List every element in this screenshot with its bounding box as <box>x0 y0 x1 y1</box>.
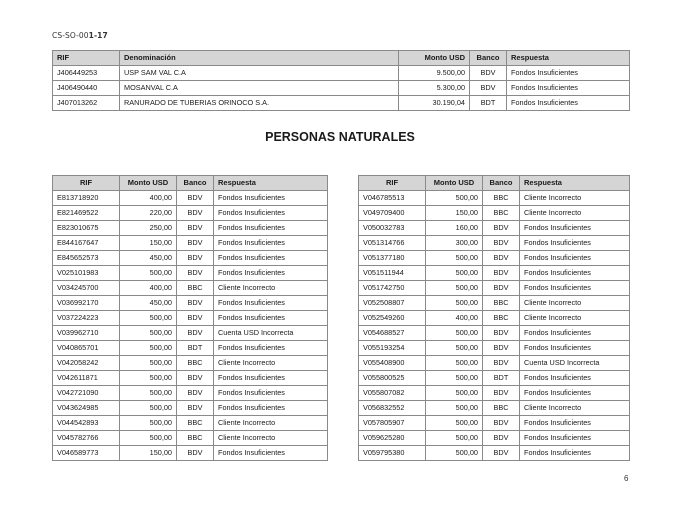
cell-banco: BBC <box>177 416 214 431</box>
cell-monto: 400,00 <box>426 311 483 326</box>
cell-respuesta: Fondos Insuficientes <box>520 251 630 266</box>
cell-monto: 150,00 <box>426 206 483 221</box>
table-row <box>53 371 328 386</box>
cell-banco: BBC <box>177 431 214 446</box>
cell-monto: 500,00 <box>426 281 483 296</box>
table-row <box>359 266 630 281</box>
cell-rif: V051511944 <box>359 266 426 281</box>
table-row <box>53 416 328 431</box>
column-header-banco: Banco <box>470 51 507 66</box>
cell-rif: V046589773 <box>53 446 120 461</box>
table-row <box>53 266 328 281</box>
cell-respuesta: Fondos Insuficientes <box>520 446 630 461</box>
cell-monto: 500,00 <box>426 266 483 281</box>
cell-rif: V034245700 <box>53 281 120 296</box>
cell-rif: V059795380 <box>359 446 426 461</box>
cell-banco: BDV <box>483 266 520 281</box>
document-code-prefix: CS-SO-00 <box>52 31 89 40</box>
cell-monto: 500,00 <box>120 371 177 386</box>
cell-respuesta: Fondos Insuficientes <box>507 96 630 111</box>
cell-monto: 500,00 <box>426 326 483 341</box>
cell-banco: BDV <box>483 356 520 371</box>
cell-rif: J406449253 <box>53 66 120 81</box>
table-row <box>359 221 630 236</box>
cell-respuesta: Fondos Insuficientes <box>214 371 328 386</box>
cell-respuesta: Cliente Incorrecto <box>214 431 328 446</box>
cell-rif: V044542893 <box>53 416 120 431</box>
cell-monto: 300,00 <box>426 236 483 251</box>
table-row <box>359 206 630 221</box>
column-header-banco: Banco <box>177 176 214 191</box>
cell-respuesta: Fondos Insuficientes <box>214 341 328 356</box>
table-header-row <box>359 176 630 191</box>
cell-monto: 30.190,04 <box>399 96 470 111</box>
cell-respuesta: Cliente Incorrecto <box>520 311 630 326</box>
cell-rif: V036992170 <box>53 296 120 311</box>
cell-respuesta: Fondos Insuficientes <box>214 296 328 311</box>
cell-rif: V055193254 <box>359 341 426 356</box>
cell-respuesta: Cliente Incorrecto <box>214 281 328 296</box>
table-header-row <box>53 51 630 66</box>
cell-monto: 150,00 <box>120 236 177 251</box>
table-row <box>359 386 630 401</box>
cell-banco: BDV <box>177 371 214 386</box>
cell-respuesta: Cuenta USD Incorrecta <box>214 326 328 341</box>
column-header-rif: RIF <box>53 51 120 66</box>
section-title: PERSONAS NATURALES <box>265 130 415 144</box>
cell-monto: 250,00 <box>120 221 177 236</box>
cell-monto: 500,00 <box>120 401 177 416</box>
table-header-row <box>53 176 328 191</box>
cell-monto: 500,00 <box>120 266 177 281</box>
cell-respuesta: Fondos Insuficientes <box>520 281 630 296</box>
cell-banco: BDV <box>483 236 520 251</box>
cell-monto: 450,00 <box>120 251 177 266</box>
cell-monto: 500,00 <box>426 341 483 356</box>
cell-monto: 500,00 <box>120 326 177 341</box>
cell-rif: E823010675 <box>53 221 120 236</box>
cell-monto: 400,00 <box>120 281 177 296</box>
cell-banco: BBC <box>177 281 214 296</box>
document-code <box>52 31 108 40</box>
table-row <box>53 401 328 416</box>
cell-monto: 450,00 <box>120 296 177 311</box>
table-row <box>359 416 630 431</box>
table-row <box>53 326 328 341</box>
table-row <box>359 446 630 461</box>
cell-banco: BDT <box>177 341 214 356</box>
cell-banco: BDV <box>483 281 520 296</box>
cell-respuesta: Fondos Insuficientes <box>214 191 328 206</box>
table-row <box>53 191 328 206</box>
cell-monto: 500,00 <box>426 386 483 401</box>
table-row <box>359 281 630 296</box>
cell-banco: BBC <box>483 311 520 326</box>
cell-respuesta: Fondos Insuficientes <box>507 81 630 96</box>
table-row <box>53 311 328 326</box>
document-code-suffix: 1-17 <box>88 31 108 40</box>
cell-banco: BBC <box>483 401 520 416</box>
cell-monto: 500,00 <box>120 431 177 446</box>
cell-rif: V055807082 <box>359 386 426 401</box>
cell-respuesta: Fondos Insuficientes <box>520 326 630 341</box>
table-row <box>53 356 328 371</box>
cell-banco: BDV <box>177 311 214 326</box>
naturales-left-body <box>53 191 328 461</box>
table-row <box>359 371 630 386</box>
cell-monto: 500,00 <box>120 341 177 356</box>
cell-respuesta: Cuenta USD Incorrecta <box>520 356 630 371</box>
column-header-monto: Monto USD <box>426 176 483 191</box>
cell-respuesta: Cliente Incorrecto <box>214 356 328 371</box>
column-header-rif: RIF <box>53 176 120 191</box>
table-row <box>53 251 328 266</box>
cell-rif: V025101983 <box>53 266 120 281</box>
cell-monto: 500,00 <box>426 356 483 371</box>
cell-monto: 500,00 <box>120 386 177 401</box>
column-header-monto: Monto USD <box>120 176 177 191</box>
table-row <box>53 81 630 96</box>
table-row <box>359 191 630 206</box>
table-row <box>359 251 630 266</box>
cell-banco: BDV <box>177 401 214 416</box>
cell-respuesta: Fondos Insuficientes <box>214 206 328 221</box>
cell-respuesta: Cliente Incorrecto <box>520 191 630 206</box>
cell-respuesta: Fondos Insuficientes <box>520 416 630 431</box>
cell-rif: V040865701 <box>53 341 120 356</box>
cell-rif: V049709400 <box>359 206 426 221</box>
cell-monto: 500,00 <box>426 296 483 311</box>
naturales-left-table <box>52 175 328 461</box>
cell-banco: BBC <box>177 356 214 371</box>
cell-respuesta: Fondos Insuficientes <box>214 311 328 326</box>
table-row <box>359 236 630 251</box>
cell-respuesta: Fondos Insuficientes <box>214 221 328 236</box>
cell-monto: 500,00 <box>426 251 483 266</box>
cell-rif: V052549260 <box>359 311 426 326</box>
cell-banco: BDV <box>470 81 507 96</box>
cell-rif: E845652573 <box>53 251 120 266</box>
column-header-respuesta: Respuesta <box>214 176 328 191</box>
cell-banco: BDV <box>483 386 520 401</box>
cell-respuesta: Fondos Insuficientes <box>520 236 630 251</box>
cell-banco: BDV <box>483 326 520 341</box>
cell-rif: V043624985 <box>53 401 120 416</box>
cell-monto: 220,00 <box>120 206 177 221</box>
table-row <box>359 326 630 341</box>
cell-rif: V046785513 <box>359 191 426 206</box>
table-row <box>53 296 328 311</box>
cell-banco: BDV <box>177 221 214 236</box>
cell-respuesta: Fondos Insuficientes <box>214 401 328 416</box>
cell-respuesta: Fondos Insuficientes <box>214 386 328 401</box>
cell-rif: V055800525 <box>359 371 426 386</box>
cell-banco: BBC <box>483 206 520 221</box>
table-row <box>359 356 630 371</box>
table-row <box>53 66 630 81</box>
cell-respuesta: Cliente Incorrecto <box>214 416 328 431</box>
cell-monto: 500,00 <box>120 356 177 371</box>
cell-respuesta: Fondos Insuficientes <box>520 386 630 401</box>
cell-banco: BDV <box>483 341 520 356</box>
table-row <box>53 446 328 461</box>
cell-rif: V050032783 <box>359 221 426 236</box>
cell-rif: V039962710 <box>53 326 120 341</box>
cell-banco: BDV <box>483 446 520 461</box>
cell-banco: BDT <box>470 96 507 111</box>
cell-rif: E844167647 <box>53 236 120 251</box>
cell-monto: 150,00 <box>120 446 177 461</box>
cell-respuesta: Fondos Insuficientes <box>520 266 630 281</box>
table-row <box>53 206 328 221</box>
table-row <box>53 221 328 236</box>
cell-banco: BBC <box>483 191 520 206</box>
cell-rif: V051742750 <box>359 281 426 296</box>
cell-respuesta: Fondos Insuficientes <box>214 446 328 461</box>
cell-respuesta: Fondos Insuficientes <box>520 371 630 386</box>
cell-rif: V042611871 <box>53 371 120 386</box>
cell-respuesta: Cliente Incorrecto <box>520 401 630 416</box>
column-header-denominacion: Denominación <box>120 51 399 66</box>
cell-rif: V051377180 <box>359 251 426 266</box>
table-row <box>53 341 328 356</box>
cell-monto: 500,00 <box>426 416 483 431</box>
cell-banco: BDV <box>177 326 214 341</box>
cell-rif: J406490440 <box>53 81 120 96</box>
cell-banco: BDV <box>470 66 507 81</box>
cell-rif: V057805907 <box>359 416 426 431</box>
cell-rif: V055408900 <box>359 356 426 371</box>
cell-banco: BDT <box>483 371 520 386</box>
cell-banco: BBC <box>483 296 520 311</box>
page-number: 6 <box>624 474 629 483</box>
cell-respuesta: Fondos Insuficientes <box>520 341 630 356</box>
cell-banco: BDV <box>483 431 520 446</box>
cell-rif: E821469522 <box>53 206 120 221</box>
cell-banco: BDV <box>177 206 214 221</box>
naturales-right-table <box>358 175 630 461</box>
cell-monto: 500,00 <box>426 401 483 416</box>
juridicas-table <box>52 50 630 111</box>
cell-rif: V056832552 <box>359 401 426 416</box>
cell-monto: 500,00 <box>120 416 177 431</box>
cell-monto: 160,00 <box>426 221 483 236</box>
table-row <box>359 296 630 311</box>
column-header-monto: Monto USD <box>399 51 470 66</box>
cell-respuesta: Fondos Insuficientes <box>214 251 328 266</box>
cell-monto: 400,00 <box>120 191 177 206</box>
cell-banco: BDV <box>177 296 214 311</box>
cell-respuesta: Cliente Incorrecto <box>520 296 630 311</box>
cell-respuesta: Fondos Insuficientes <box>507 66 630 81</box>
cell-banco: BDV <box>483 221 520 236</box>
cell-rif: V042721090 <box>53 386 120 401</box>
cell-rif: V051314766 <box>359 236 426 251</box>
juridicas-body <box>53 66 630 111</box>
cell-monto: 5.300,00 <box>399 81 470 96</box>
cell-rif: V042058242 <box>53 356 120 371</box>
table-row <box>359 401 630 416</box>
cell-rif: V052508807 <box>359 296 426 311</box>
cell-respuesta: Fondos Insuficientes <box>520 431 630 446</box>
cell-monto: 500,00 <box>426 446 483 461</box>
table-row <box>53 431 328 446</box>
cell-rif: V037224223 <box>53 311 120 326</box>
cell-rif: V045782766 <box>53 431 120 446</box>
table-row <box>53 236 328 251</box>
column-header-rif: RIF <box>359 176 426 191</box>
cell-banco: BDV <box>177 251 214 266</box>
cell-banco: BDV <box>177 446 214 461</box>
cell-denominacion: RANURADO DE TUBERIAS ORINOCO S.A. <box>120 96 399 111</box>
cell-monto: 500,00 <box>426 191 483 206</box>
column-header-respuesta: Respuesta <box>507 51 630 66</box>
table-row <box>359 341 630 356</box>
cell-monto: 500,00 <box>426 371 483 386</box>
column-header-respuesta: Respuesta <box>520 176 630 191</box>
cell-banco: BDV <box>177 236 214 251</box>
cell-monto: 9.500,00 <box>399 66 470 81</box>
table-row <box>53 96 630 111</box>
cell-respuesta: Fondos Insuficientes <box>214 266 328 281</box>
table-row <box>359 311 630 326</box>
cell-banco: BDV <box>483 251 520 266</box>
cell-respuesta: Fondos Insuficientes <box>214 236 328 251</box>
cell-banco: BDV <box>483 416 520 431</box>
cell-banco: BDV <box>177 266 214 281</box>
cell-monto: 500,00 <box>120 311 177 326</box>
cell-denominacion: MOSANVAL C.A <box>120 81 399 96</box>
cell-respuesta: Cliente Incorrecto <box>520 206 630 221</box>
cell-monto: 500,00 <box>426 431 483 446</box>
cell-rif: V054688527 <box>359 326 426 341</box>
table-row <box>53 386 328 401</box>
cell-banco: BDV <box>177 386 214 401</box>
cell-rif: E813718920 <box>53 191 120 206</box>
cell-banco: BDV <box>177 191 214 206</box>
naturales-right-body <box>359 191 630 461</box>
cell-rif: J407013262 <box>53 96 120 111</box>
table-row <box>359 431 630 446</box>
cell-respuesta: Fondos Insuficientes <box>520 221 630 236</box>
cell-denominacion: USP SAM VAL C.A <box>120 66 399 81</box>
column-header-banco: Banco <box>483 176 520 191</box>
table-row <box>53 281 328 296</box>
cell-rif: V059625280 <box>359 431 426 446</box>
